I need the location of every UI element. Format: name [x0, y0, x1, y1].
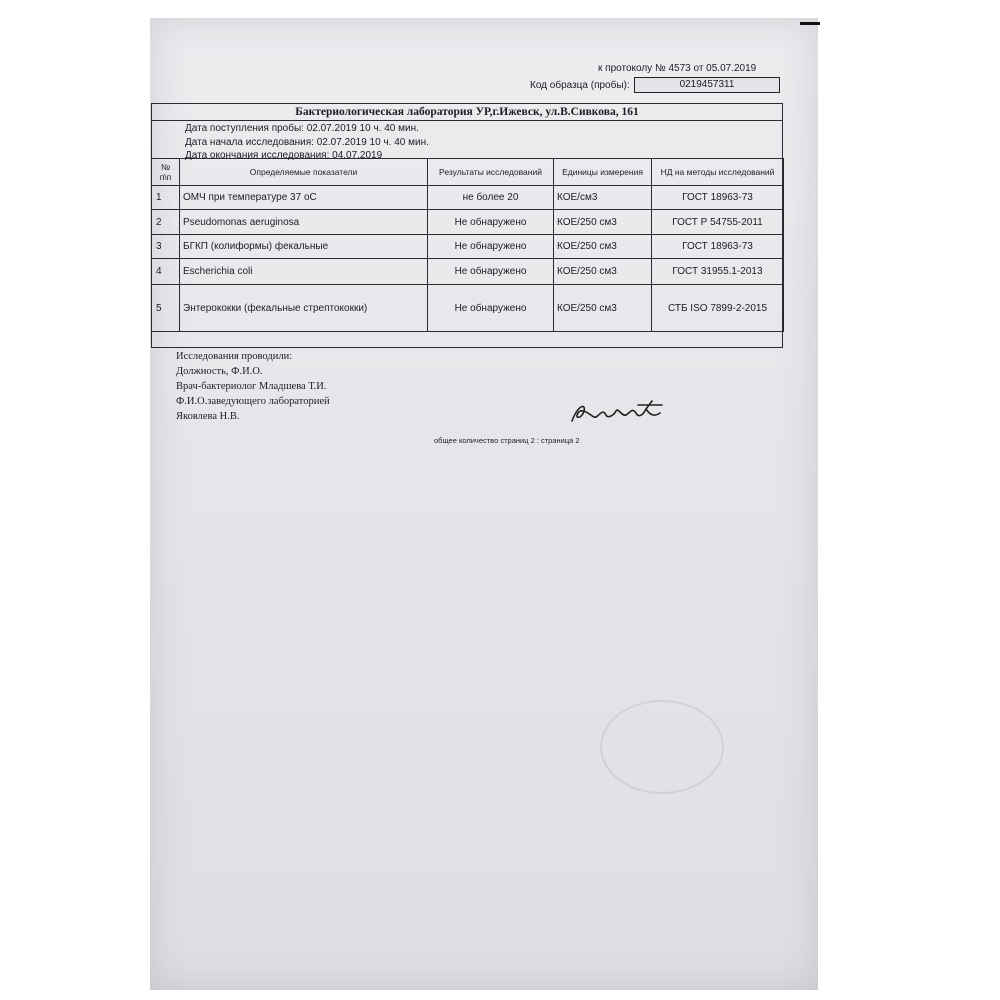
table-row: [152, 259, 784, 285]
signers-head-name: Яковлева Н.В.: [176, 411, 240, 422]
row-param: ОМЧ при температуре 37 оС: [180, 186, 428, 210]
row-method: ГОСТ 18963-73: [652, 186, 784, 210]
sample-code-box: 0219457311: [634, 77, 780, 93]
table-row: [152, 210, 784, 235]
signers-block: [176, 349, 330, 424]
row-unit: КОЕ/250 см3: [554, 210, 652, 235]
protocol-reference: к протоколу № 4573 от 05.07.2019: [598, 63, 757, 74]
date-finished: Дата окончания исследования: 04.07.2019: [185, 150, 383, 161]
table-row: [152, 285, 784, 332]
header-method: НД на методы исследований: [652, 159, 784, 186]
row-param: Энтерококки (фекальные стрептококки): [180, 285, 428, 332]
header-unit: Единицы измерения: [554, 159, 652, 186]
table-row: [152, 186, 784, 210]
header-param: Определяемые показатели: [180, 159, 428, 186]
handwritten-signature: [568, 395, 678, 429]
row-num: 4: [152, 259, 180, 285]
row-method: ГОСТ 31955.1-2013: [652, 259, 784, 285]
results-header-row: [152, 159, 784, 186]
row-num: 3: [152, 235, 180, 259]
row-result: Не обнаружено: [428, 235, 554, 259]
row-param: Escherichia coli: [180, 259, 428, 285]
row-num: 2: [152, 210, 180, 235]
date-received: Дата поступления пробы: 02.07.2019 10 ч. 40 мин.: [185, 123, 419, 134]
row-unit: КОЕ/250 см3: [554, 259, 652, 285]
row-unit: КОЕ/250 см3: [554, 235, 652, 259]
header-num: № п\п: [152, 159, 180, 186]
results-table: [151, 158, 784, 332]
row-method: ГОСТ Р 54755-2011: [652, 210, 784, 235]
row-unit: КОЕ/250 см3: [554, 285, 652, 332]
row-num: 1: [152, 186, 180, 210]
signers-heading: Исследования проводили:: [176, 351, 293, 362]
row-param: БГКП (колиформы) фекальные: [180, 235, 428, 259]
header-result: Результаты исследований: [428, 159, 554, 186]
signers-head-label: Ф.И.О.заведующего лабораторией: [176, 396, 330, 407]
row-result: Не обнаружено: [428, 210, 554, 235]
lab-title: Бактериологическая лаборатория УР,г.Ижевск, ул.В.Сивкова, 161: [152, 104, 782, 121]
page-count: общее количество страниц 2 : страница 2: [434, 436, 580, 445]
row-method: ГОСТ 18963-73: [652, 235, 784, 259]
row-method: СТБ ISO 7899-2-2015: [652, 285, 784, 332]
row-result: Не обнаружено: [428, 285, 554, 332]
scan-edge-mark: [800, 22, 820, 25]
signers-doctor: Врач-бактериолог Младшева Т.И.: [176, 381, 327, 392]
row-unit: КОЕ/см3: [554, 186, 652, 210]
table-row: [152, 235, 784, 259]
row-num: 5: [152, 285, 180, 332]
signers-role-line: Должность, Ф.И.О.: [176, 366, 263, 377]
row-param: Pseudomonas aeruginosa: [180, 210, 428, 235]
sample-code-label: Код образца (пробы):: [530, 80, 630, 91]
row-result: не более 20: [428, 186, 554, 210]
bleed-through-stamp: [600, 700, 724, 794]
date-started: Дата начала исследования: 02.07.2019 10 ч. 40 мин.: [185, 137, 429, 148]
row-result: Не обнаружено: [428, 259, 554, 285]
